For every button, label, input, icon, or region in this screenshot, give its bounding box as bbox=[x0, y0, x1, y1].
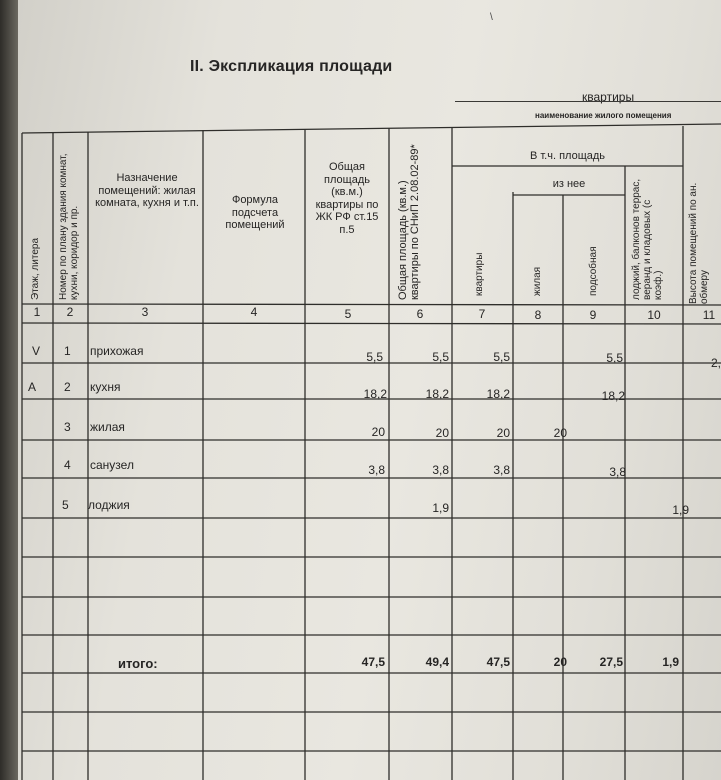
row-name: лоджия bbox=[88, 498, 130, 512]
row-total-snip: 1,9 bbox=[432, 501, 449, 515]
row-auxiliary: 5,5 bbox=[606, 351, 623, 365]
col-auxiliary-header: подсобная bbox=[588, 246, 599, 296]
col-number: 3 bbox=[141, 305, 149, 319]
row-total-zk: 5,5 bbox=[366, 350, 383, 364]
col-formula-header: Формула подсчета помещений bbox=[225, 194, 285, 231]
row-total-zk: 18,2 bbox=[363, 387, 387, 401]
col-group-header: В т.ч. площадь bbox=[529, 150, 606, 162]
col-total-snip-header: Общая площадь (кв.м.) квартиры по СНиП 2.08.02-89* bbox=[397, 144, 421, 300]
dwelling-caption: наименование жилого помещения bbox=[535, 111, 672, 120]
col-floor-header: Этаж, литера bbox=[30, 237, 41, 300]
col-living-header: жилая bbox=[532, 266, 543, 296]
row-apartment: 5,5 bbox=[493, 350, 510, 364]
row-number: 3 bbox=[64, 420, 71, 434]
col-number: 8 bbox=[534, 308, 542, 322]
col-total-zk-header: Общая площадь (кв.м.) квартиры по ЖК РФ ст.15 п.5 bbox=[315, 161, 379, 236]
row-apartment: 3,8 bbox=[493, 463, 510, 477]
row-floor: V bbox=[32, 344, 41, 358]
row-name: жилая bbox=[90, 420, 125, 434]
total-apartment: 47,5 bbox=[486, 655, 510, 669]
total-snip: 49,4 bbox=[425, 655, 449, 669]
total-auxiliary: 27,5 bbox=[599, 655, 623, 669]
row-height: 2, bbox=[710, 356, 721, 370]
row-apartment: 18,2 bbox=[486, 387, 510, 401]
row-auxiliary: 18,2 bbox=[601, 389, 625, 403]
col-number: 10 bbox=[647, 308, 661, 322]
row-number: 2 bbox=[64, 380, 71, 394]
section-title: II. Экспликация площади bbox=[190, 58, 393, 75]
row-living: 20 bbox=[553, 426, 567, 440]
total-loggia: 1,9 bbox=[662, 655, 679, 669]
col-number: 2 bbox=[66, 305, 74, 319]
total-living: 20 bbox=[553, 655, 567, 669]
row-floor: А bbox=[28, 380, 37, 394]
row-total-snip: 18,2 bbox=[425, 387, 449, 401]
col-number: 5 bbox=[344, 307, 352, 321]
row-number: 5 bbox=[62, 498, 69, 512]
col-loggia-header: лоджий, балконов террас, веранд и кладовых (с коэф.) bbox=[631, 178, 664, 300]
pen-mark: \ bbox=[490, 12, 493, 23]
col-number: 7 bbox=[478, 307, 486, 321]
col-room-number-header: Номер по плану здания комнат, кухни, коридор и пр. bbox=[58, 153, 80, 300]
row-number: 1 bbox=[64, 344, 71, 358]
col-height-header: Высота помещений по ан. обмеру bbox=[688, 182, 710, 304]
col-subgroup-header: из нее bbox=[552, 178, 586, 190]
col-number: 4 bbox=[250, 305, 258, 319]
dwelling-type: квартиры bbox=[582, 90, 635, 104]
col-apartment-header: квартиры bbox=[474, 252, 485, 296]
total-zk: 47,5 bbox=[361, 655, 385, 669]
total-label: итого: bbox=[118, 656, 158, 671]
col-purpose-header: Назначение помещений: жилая комната, кухня и т.п. bbox=[95, 172, 199, 209]
row-name: санузел bbox=[90, 458, 134, 472]
row-apartment: 20 bbox=[496, 426, 510, 440]
row-auxiliary: 3,8 bbox=[609, 465, 626, 479]
row-name: кухня bbox=[90, 380, 121, 394]
row-total-snip: 5,5 bbox=[432, 350, 449, 364]
row-total-zk: 3,8 bbox=[368, 463, 385, 477]
row-total-zk: 20 bbox=[371, 425, 385, 439]
col-number: 11 bbox=[702, 308, 716, 322]
row-loggia: 1,9 bbox=[672, 503, 689, 517]
col-number: 1 bbox=[33, 305, 41, 319]
col-number: 9 bbox=[589, 308, 597, 322]
col-number: 6 bbox=[416, 307, 424, 321]
row-number: 4 bbox=[64, 458, 71, 472]
row-name: прихожая bbox=[90, 344, 144, 358]
row-total-snip: 20 bbox=[435, 426, 449, 440]
row-total-snip: 3,8 bbox=[432, 463, 449, 477]
